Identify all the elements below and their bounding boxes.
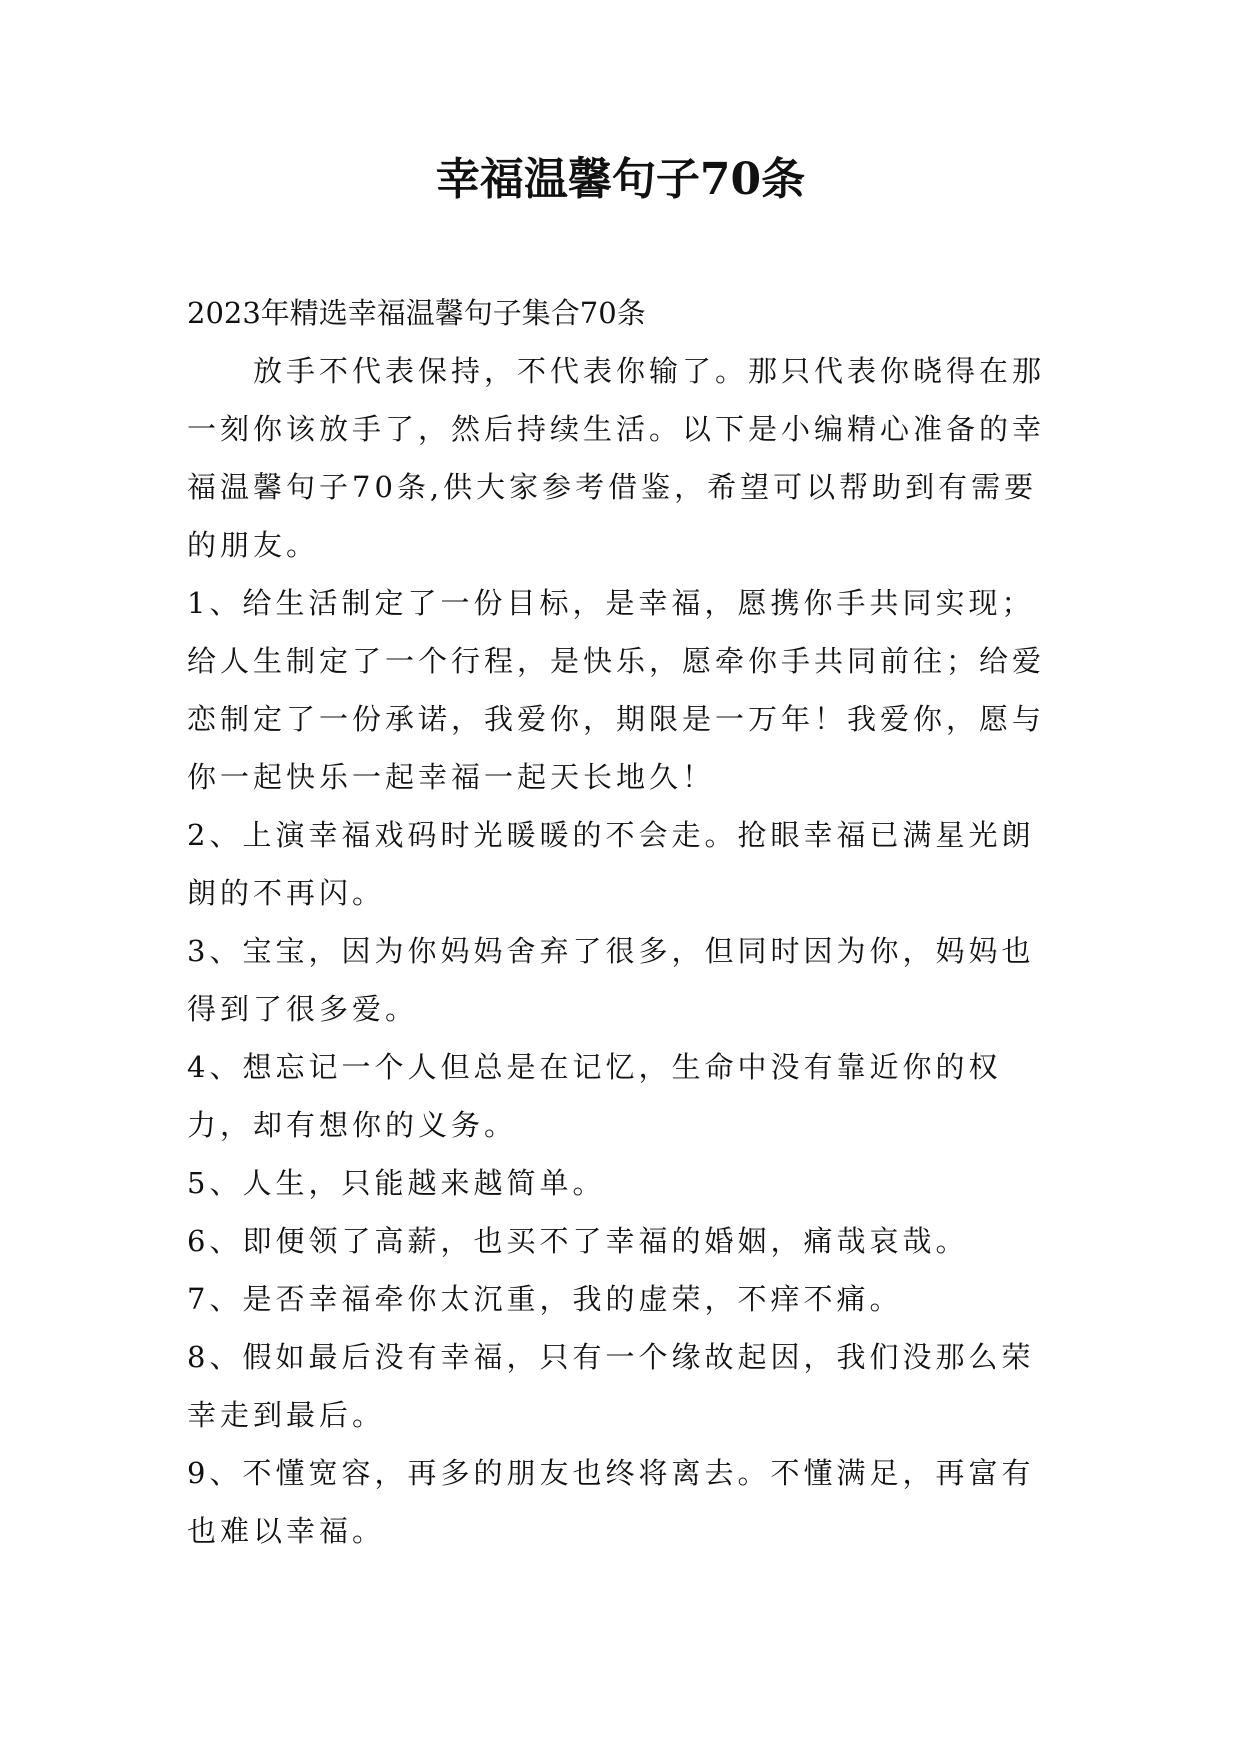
document-body (187, 284, 1052, 1560)
list-item: 3、宝宝，因为你妈妈舍弃了很多，但同时因为你，妈妈也得到了很多爱。 (187, 934, 1035, 1026)
list-item: 1、给生活制定了一份目标，是幸福，愿携你手共同实现；给人生制定了一个行程，是快乐，愿牵你手共同前往；给爱恋制定了一份承诺，我爱你，期限是一万年！我爱你，愿与你一起快乐一起幸福一起天长地久！ (187, 586, 1046, 794)
list-item: 6、即便领了高薪，也买不了幸福的婚姻，痛哉哀哉。 (187, 1224, 969, 1258)
intro-paragraph: 放手不代表保持，不代表你输了。那只代表你晓得在那一刻你该放手了，然后持续生活。以下是小编精心准备的幸福温馨句子70条,供大家参考借鉴，希望可以帮助到有需要的朋友。 (187, 354, 1046, 562)
list-item: 4、想忘记一个人但总是在记忆，生命中没有靠近你的权力，却有想你的义务。 (187, 1050, 1002, 1142)
list-item: 8、假如最后没有幸福，只有一个缘故起因，我们没那么荣幸走到最后。 (187, 1340, 1035, 1432)
document-title: 幸福温馨句子70条 (435, 154, 806, 205)
list-item: 2、上演幸福戏码时光暖暖的不会走。抢眼幸福已满星光朗朗的不再闪。 (187, 818, 1035, 910)
list-item: 5、人生，只能越来越简单。 (187, 1166, 606, 1200)
list-item: 9、不懂宽容，再多的朋友也终将离去。不懂满足，再富有也难以幸福。 (187, 1456, 1035, 1548)
list-item: 7、是否幸福牵你太沉重，我的虚荣，不痒不痛。 (187, 1282, 903, 1316)
document-subtitle: 2023年精选幸福温馨句子集合70条 (187, 296, 646, 330)
